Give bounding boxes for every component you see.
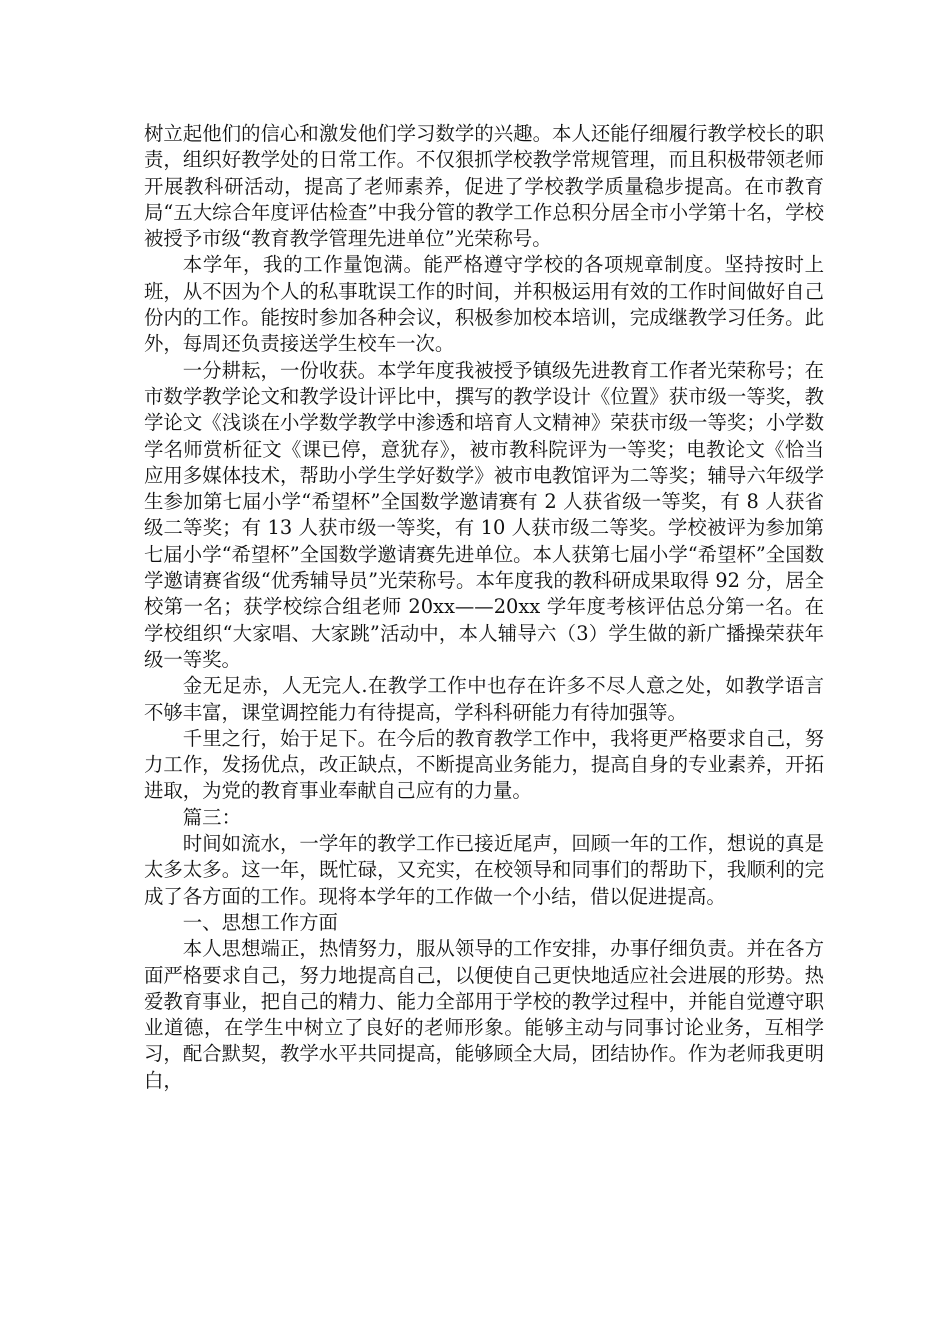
- paragraph-5: 千里之行，始于足下。在今后的教育教学工作中，我将更严格要求自己，努力工作，发扬优点，改正缺点，不断提高业务能力，提高自身的专业素养，开拓进取，为党的教育事业奉献自己应有的力量。: [144, 726, 824, 803]
- paragraph-7: 本人思想端正，热情努力，服从领导的工作安排，办事仔细负责。并在各方面严格要求自己，努力地提高自己，以便使自己更快地适应社会进展的形势。热爱教育事业，把自己的精力、能力全部用于学校的教学过程中，并能自觉遵守职业道德，在学生中树立了良好的老师形象。能够主动与同事讨论业务，互相学习，配合默契，教学水平共同提高，能够顾全大局，团结协作。作为老师我更明白，: [144, 937, 824, 1092]
- paragraph-4: 金无足赤，人无完人.在教学工作中也存在许多不尽人意之处，如教学语言不够丰富，课堂调控能力有待提高，学科科研能力有待加强等。: [144, 674, 824, 724]
- paragraph-2: 本学年，我的工作量饱满。能严格遵守学校的各项规章制度。坚持按时上班，从不因为个人的私事耽误工作的时间，并积极运用有效的工作时间做好自己份内的工作。能按时参加各种会议，积极参加校本培训，完成继教学习任务。此外，每周还负责接送学生校车一次。: [144, 253, 824, 356]
- paragraph-3: 一分耕耘，一份收获。本学年度我被授予镇级先进教育工作者光荣称号；在市数学教学论文和教学设计评比中，撰写的教学设计《位置》获市级一等奖，教学论文《浅谈在小学数学教学中渗透和培育人文精神》荣获市级一等奖；小学数学名师赏析征文《课已停，意犹存》，被市教科院评为一等奖；电教论文《恰当应用多媒体技术，帮助小学生学好数学》被市电教馆评为二等奖；辅导六年级学生参加第七届小学“希望杯”全国数学邀请赛有 2 人获省级一等奖，有 8 人获省级二等奖；有 13 人获市级一等奖，有 10 人获市级二等奖。学校被评为参加第七届小学“希望杯”全国数学邀请赛先进单位。本人获第七届小学“希望杯”全国数学邀请赛省级“优秀辅导员”光荣称号。本年度我的教科研成果取得 92 分，居全校第一名；获学校综合组老师 20xx——20xx 学年度考核评估总分第一名。在学校组织“大家唱、大家跳”活动中，本人辅导六（3）学生做的新广播操荣获年级一等奖。: [144, 358, 824, 671]
- section-heading-thought-work: 一、思想工作方面: [182, 910, 338, 934]
- document-page: [144, 121, 824, 1094]
- paragraph-1: 树立起他们的信心和激发他们学习数学的兴趣。本人还能仔细履行教学校长的职责，组织好教学处的日常工作。不仅狠抓学校教学常规管理，而且积极带领老师开展教科研活动，提高了老师素养，促进了学校教学质量稳步提高。在市教育局“五大综合年度评估检查”中我分管的教学工作总积分居全市小学第十名，学校被授予市级“教育教学管理先进单位”光荣称号。: [144, 122, 824, 251]
- paragraph-6: 时间如流水，一学年的教学工作已接近尾声，回顾一年的工作，想说的真是太多太多。这一年，既忙碌，又充实，在校领导和同事们的帮助下，我顺利的完成了各方面的工作。现将本学年的工作做一个小结，借以促进提高。: [144, 832, 824, 908]
- section-heading-part-three: 篇三：: [182, 805, 241, 829]
